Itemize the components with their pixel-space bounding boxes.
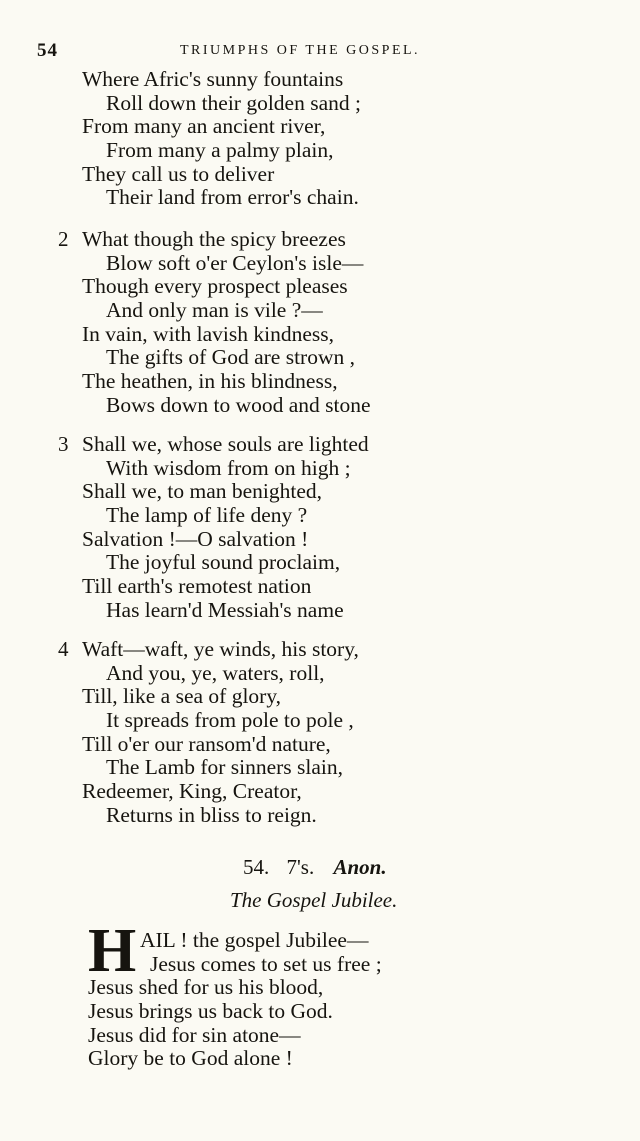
stanza-3-line-2: With wisdom from on high ;: [106, 455, 351, 480]
hymn-54-line-2: Jesus comes to set us free ;: [150, 951, 382, 976]
stanza-2-line-8: Bows down to wood and stone: [106, 392, 371, 417]
stanza-1-line-5: They call us to deliver: [82, 161, 275, 186]
hymn-54-line-5: Jesus did for sin atone—: [88, 1022, 301, 1047]
stanza-3-line-3: Shall we, to man benighted,: [82, 479, 323, 504]
stanza-2-line-2: Blow soft o'er Ceylon's isle—: [106, 250, 364, 275]
stanza-number: 2: [58, 227, 69, 251]
stanza-number: 3: [58, 432, 69, 456]
stanza-3-line-7: Till earth's remotest nation: [82, 574, 312, 599]
stanza-2-line-1: What though the spicy breezes: [82, 227, 346, 251]
stanza-2-line-5: In vain, with lavish kindness,: [82, 321, 335, 346]
hymn-meter: 7's.: [286, 855, 315, 879]
hymn-54-line-3: Jesus shed for us his blood,: [88, 975, 324, 1000]
hymn-54-line-1: AIL ! the gospel Jubilee—: [140, 928, 369, 952]
stanza-3-line-4: The lamp of life deny ?: [106, 503, 308, 528]
hymn-54-line-6: Glory be to God alone !: [88, 1046, 293, 1071]
hymn-title: The Gospel Jubilee.: [230, 888, 398, 912]
hymn-heading: [243, 855, 387, 880]
stanza-1-line-3: From many an ancient river,: [82, 114, 326, 139]
stanza-1-line-4: From many a palmy plain,: [106, 138, 334, 163]
stanza-1: [0, 68, 361, 210]
hymn-author: Anon.: [333, 855, 387, 879]
stanza-3-line-6: The joyful sound proclaim,: [106, 550, 341, 575]
stanza-4-line-5: Till o'er our ransom'd nature,: [82, 731, 331, 756]
stanza-4-line-3: Till, like a sea of glory,: [82, 684, 282, 709]
stanza-3-line-8: Has learn'd Messiah's name: [106, 597, 344, 622]
stanza-2-line-3: Though every prospect pleases: [82, 274, 348, 299]
stanza-4-line-8: Returns in bliss to reign.: [106, 802, 317, 827]
stanza-2: [0, 228, 371, 418]
running-title: TRIUMPHS OF THE GOSPEL.: [180, 43, 421, 58]
stanza-1-line-1: Where Afric's sunny fountains: [82, 67, 344, 91]
drop-cap: H: [88, 917, 136, 985]
hymn-54-line-4: Jesus brings us back to God.: [88, 999, 333, 1024]
stanza-number: 4: [58, 637, 69, 661]
page-number: 54: [37, 40, 58, 61]
stanza-3-line-5: Salvation !—O salvation !: [82, 526, 309, 551]
hymn-number: 54.: [243, 855, 270, 879]
hymn-54-verse: [0, 929, 382, 1071]
stanza-3: [0, 433, 369, 623]
stanza-2-line-7: The heathen, in his blindness,: [82, 369, 338, 394]
stanza-4-line-1: Waft—waft, ye winds, his story,: [82, 637, 359, 661]
stanza-1-line-2: Roll down their golden sand ;: [106, 90, 361, 115]
stanza-3-line-1: Shall we, whose souls are lighted: [82, 432, 369, 456]
stanza-4-line-7: Redeemer, King, Creator,: [82, 779, 302, 804]
stanza-4: [0, 638, 359, 828]
stanza-2-line-6: The gifts of God are strown ,: [106, 345, 355, 370]
stanza-4-line-4: It spreads from pole to pole ,: [106, 708, 354, 733]
stanza-4-line-2: And you, ye, waters, roll,: [106, 660, 325, 685]
stanza-4-line-6: The Lamb for sinners slain,: [106, 755, 344, 780]
stanza-1-line-6: Their land from error's chain.: [106, 185, 359, 210]
stanza-2-line-4: And only man is vile ?—: [106, 298, 323, 323]
